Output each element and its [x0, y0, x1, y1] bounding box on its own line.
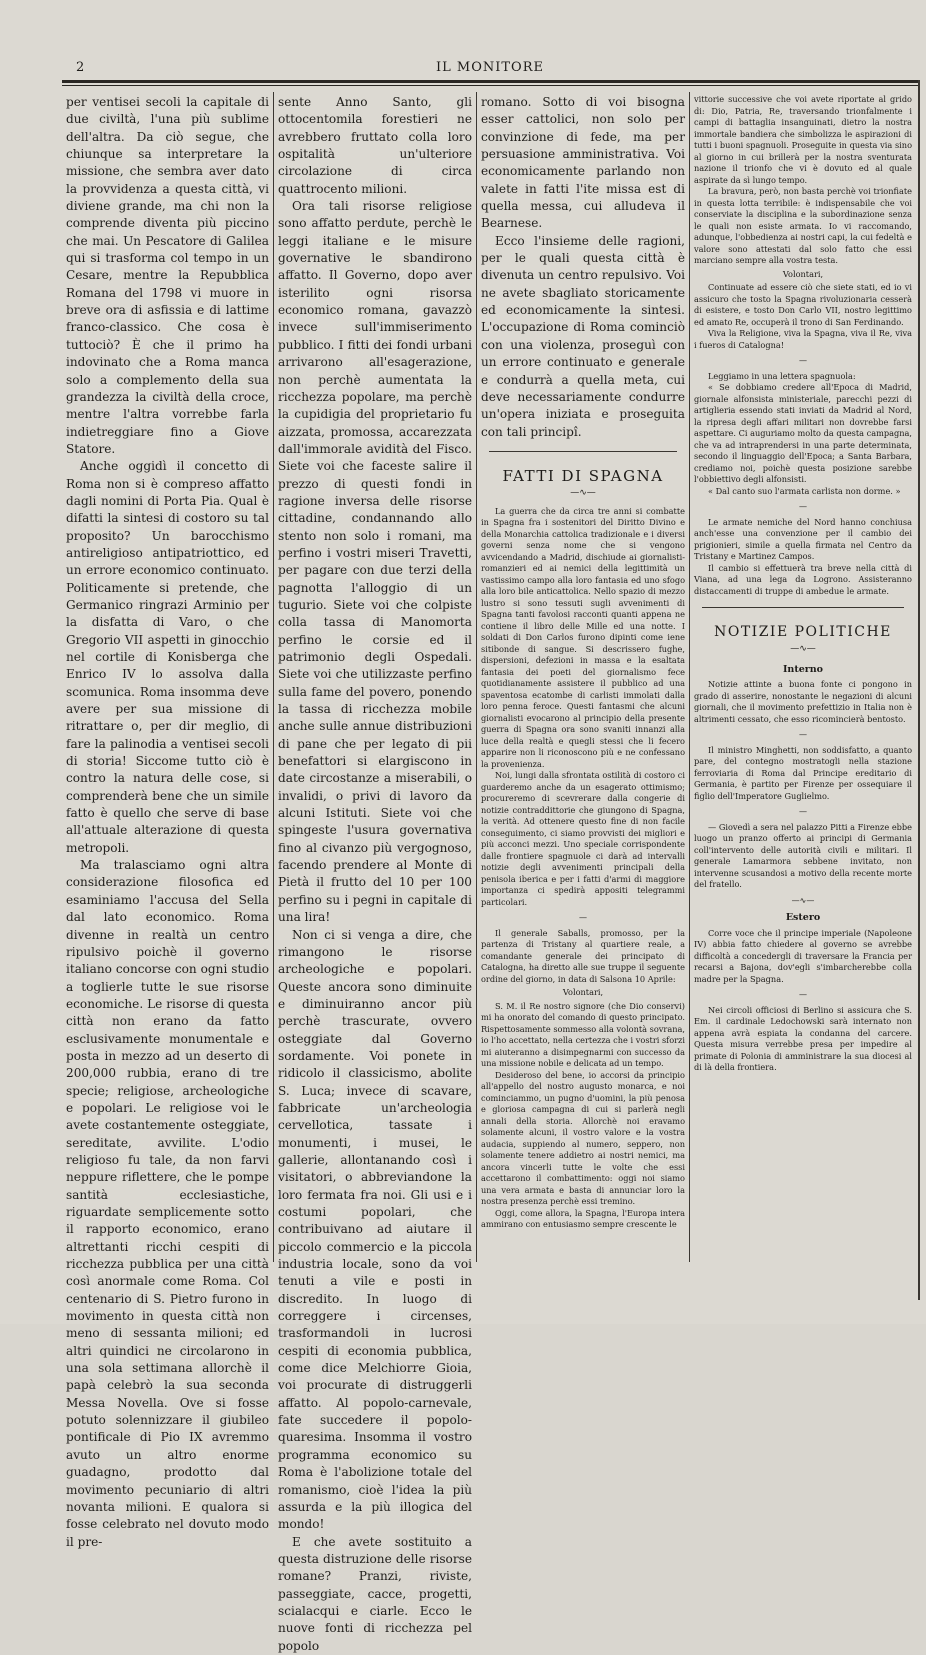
paragraph: « Se dobbiamo credere all'Epoca di Madrid, giornale alfonsista ministeriale, parecchi pezzi di artiglieria essendo stati inviati da Madrid al Nord, la ripresa degli affari militari non dovrebbe farsi aspettare. Ci auguriamo molto da questa campagna, che va ad intraprendersi in una parte determinata, secondo il linguaggio dell'Epoca; a Santa Barbara, crediamo noi, poichè questa posizione sarebbe l'obbiettivo degli alfonsisti.: [694, 382, 913, 484]
article-column-3: [481, 94, 685, 1260]
paragraph: Oggi, come allora, la Spagna, l'Europa intera ammirano con entusiasmo sempre crescente le: [481, 1207, 685, 1230]
paragraph: Corre voce che il principe imperiale (Napoleone IV) abbia fatto chiedere al governo se avrebbe difficoltà a concedergli di traversare la Francia per recarsi a Bajona, dov'egli s'imbarcherebbe colla madre per la Spagna.: [694, 927, 912, 984]
header-rule-thin: [62, 85, 918, 86]
paragraph: Viva la Religione, viva la Spagna, viva il Re, viva i fueros di Catalogna!: [694, 328, 912, 350]
subsection-interno: Interno: [782, 663, 824, 675]
paragraph: per ventisei secoli la capitale di due civiltà, l'una più sublime dell'altra. Da ciò segue, che chiunque sa interpretare la missione, che sembra aver dato la provvidenza a questa città, vi diviene grande, ma chi non la comprende diventa più piccino che mai. Un Pescatore di Galilea qui si trasforma col tempo in un Cesare, mentre la Repubblica Romana del 1798 vi muore in breve ora di asfissia e di lattime franco-classico. Che cosa è tuttociò? È che il primo ha indovinato che a Roma manca solo a complemento della sua grandezza la civiltà della croce, mentre l'altra vorrebbe farla indietreggiare fino a Giove Statore.: [66, 95, 269, 456]
paragraph: Desideroso del bene, io accorsi da principio all'appello del nostro augusto monarca, e noi cominciammo, un pugno d'uomini, la più penosa e gloriosa campagna di cui si parlerà negli annali della storia. Allorchè noi eravamo solamente alcuni, il vostro valore e la vostra audacia, suppiendo al numero, seppero, non solamente tenere addietro ai nostri nemici, ma ancora vincerli tutte le volte che essi accettarono il combattimento: oggi noi siamo una vera armata e basta di annunciar loro la nostra presenza perchè essi tremino.: [481, 1069, 685, 1207]
proclamation-heading: Volontari,: [562, 987, 604, 998]
separator-ornament: —∿—: [791, 895, 815, 905]
paragraph: La guerra che da circa tre anni si combatte in Spagna fra i sostenitori del Diritto Divino e della Monarchia cattolica tradizionale e i diversi governi senza nome che si vengono avvicendando a Madrid, dischiude ai giornalisti-romanzieri ed ai nemici della legittimità un vastissimo campo alla loro fantasia ed uno sfogo alla loro bile anticattolica. Nello spazio di mezzo lustro si sono tessuti sugli avvenimenti di Spagna tanti favolosi racconti quanti appena ne contiene il libro delle Mille ed una notte. I soldati di Don Carlos furono dipinti come iene sitibonde di sangue. Si descrissero fughe, dispersioni, defezioni in massa e la esaltata fantasia dei poeti del giornalismo fece quotidianamente assistere il pubblico ad una spaventosa ecatombe di carlisti immolati dalla loro penna feroce. Questi fantasmi che alcuni giornalisti evocarono al principio della presente guerra di Spagna ora sono svaniti innanzi alla luce della realtà e quegli stessi che li fecero apparire non li riconoscono più e ne confessano la provenienza.: [481, 505, 685, 769]
paragraph: Notizie attinte a buona fonte ci pongono in grado di asserire, nonostante le negazioni di alcuni giornali, che il movimento prefettizio in Italia non è altrimenti cessato, che esso ricomincierà bentosto.: [694, 679, 912, 724]
column-rule: [273, 92, 274, 1262]
paragraph: Le armate nemiche del Nord hanno conchiusa anch'esse una convenzione per il cambio dei prigionieri, simile a quella firmata nel Centro da Tristany e Martinez Campos.: [694, 516, 912, 561]
paragraph: S. M. il Re nostro signore (che Dio conservi) mi ha onorato del comando di questo principato. Rispettosamente sommesso alla volontà sovrana, io l'ho accettato, nella certezza che i vostri sforzi mi aiuteranno a disimpegnarmi con successo da una missione nobile e delicata ad un tempo.: [481, 1000, 685, 1069]
article-column-1: [66, 94, 269, 1549]
paragraph: Nei circoli officiosi di Berlino si assicura che S. Em. il cardinale Ledochowski sarà internato non appena avrà espiata la condanna del carcere. Questa misura verrebbe presa per impedire al primate di Polonia di amministrare la sua diocesi al di là della frontiera.: [694, 1004, 912, 1072]
page-right-border: [918, 80, 920, 1300]
paragraph: Il ministro Minghetti, non soddisfatto, a quanto pare, del contegno mostratogli nella stazione ferroviaria di Roma dal Principe ereditario di Germania, è partito per Firenze per ossequiare il figlio dell'Imperatore Guglielmo.: [694, 744, 912, 801]
column-rule: [689, 92, 690, 1262]
paragraph: Continuate ad essere ciò che siete stati, ed io vi assicuro che tosto la Spagna rivoluzionaria cesserà di esistere, e tosto Don Carlo VII, nostro legittimo ed amato Re, occuperà il trono di San Ferdinando.: [694, 282, 912, 327]
article-column-2: [278, 94, 472, 1653]
separator-dash: —: [579, 913, 587, 923]
proclamation-heading: Volontari,: [782, 268, 824, 279]
section-divider: [489, 451, 677, 452]
article-column-4: [694, 94, 912, 1260]
section-ornament: —∿—: [790, 644, 816, 654]
header-rule-thick: [62, 80, 918, 83]
paragraph: Il cambio si effettuerà tra breve nella città di Viana, ad una lega da Logrono. Assisteranno distaccamenti di truppe di ambedue le armate.: [694, 562, 912, 596]
paragraph: E che avete sostituito a questa distruzione delle risorse romane? Pranzi, riviste, passeggiate, cacce, progetti, scialacqui e ciarle. Ecco le nuove fonti di ricchezza pel popolo: [278, 1534, 472, 1653]
paragraph: sente Anno Santo, gli ottocentomila forestieri ne avrebbero fruttato colla loro ospitalità un'ulteriore circolazione di circa quattrocento milioni.: [278, 95, 472, 196]
separator-dash: —: [799, 502, 807, 511]
paragraph: vittorie successive che voi avete riportate al grido di: Dio, Patria, Re, traversando trionfalmente i campi di battaglia insanguinati, dietro la nostra immortale bandiera che simbolizza le aspirazioni di tutti i buoni spagnuoli. Proseguite in questa via sino al giorno in cui brillerà per la nostra sventurata nazione il trionfo che vi è dovuto ed al quale aspirate da sì lungo tempo.: [694, 94, 912, 185]
subsection-estero: Estero: [785, 912, 821, 923]
column-rule: [476, 92, 477, 1262]
separator-dash: —: [799, 807, 807, 816]
paragraph: Ma tralasciamo ogni altra considerazione filosofica ed esaminiamo l'accusa del Sella dal lato economico. Roma divenne in realtà un centro ripulsivo poichè il governo italiano concorse con ogni studio a toglierle tutte le sue risorse economiche. Le risorse di questa città non erano da fatto esclusivamente monumentale e posta in mezzo ad un deserto di 200,000 rubbia, erano di tre specie; religiose, archeologiche e popolari. Le religiose voi le avete costantemente osteggiate, sereditate, avvilite. L'odio religioso fu tale, da non farvi neppure riflettere, che le pompe santità ecclesiastiche, riguardate semplicemente sotto il rapporto economico, erano altrettanti ricchi cespiti di ricchezza pubblica per una città così anormale come Roma. Col centenario di S. Pietro furono in movimento in questa città non meno di sessanta milioni; ed altri quindici ne circolarono in una sola settimana allorchè il papà celebrò la sua seconda Messa Novella. Ove si fosse potuto solennizzare il giubileo pontificale di Pio IX avremmo avuto un altro enorme guadagno, prodotto dal movimento pecuniario di altri novanta milioni. E qualora si fosse celebrato nel dovuto modo il pre-: [66, 858, 269, 1549]
separator-dash: —: [799, 730, 807, 739]
paragraph: Ecco l'insieme delle ragioni, per le quali questa città è divenuta un centro repulsivo. Voi ne avete sbagliato storicamente ed economicamente la sintesi. L'occupazione di Roma cominciò con una violenza, proseguì con un errore continuato e generale e condurrà a quella meta, cui deve necessariamente condurre un'opera iniziata e proseguita con tali principî.: [481, 233, 685, 439]
paragraph: Noi, lungi dalla sfrontata ostilità di costoro ci guarderemo anche da un esagerato ottimismo; procureremo di scevrerare dalla congerie di notizie contraddittorie che giungono di Spagna, la verità. Ad ottenere questo fine di non facile conseguimento, ci siamo provvisti dei migliori e più acconci mezzi. Uno speciale corrispondente dalle frontiere spagnuole ci darà ad intervalli notizie degli avvenimenti principali della penisola iberica e per i fatti d'armi di maggiore importanza ci spedirà appositi telegrammi particolari.: [481, 770, 685, 907]
paragraph: Leggiamo in una lettera spagnuola:: [708, 370, 856, 381]
section-title-notizie-politiche: NOTIZIE POLITICHE: [714, 624, 892, 640]
paragraph: — Giovedì a sera nel palazzo Pitti a Firenze ebbe luogo un pranzo offerto ai principi di Germania coll'intervento delle autorità civili e militari. Il generale Lamarmora sebbene invitato, non intervenne scusandosi a motivo della recente morte del fratello.: [694, 821, 912, 889]
page-header: [62, 58, 918, 80]
section-divider: [702, 607, 904, 608]
section-title-fatti-di-spagna: FATTI DI SPAGNA: [502, 466, 664, 485]
paragraph: « Dal canto suo l'armata carlista non dorme. »: [708, 485, 901, 496]
paragraph: La bravura, però, non basta perchè voi trionfiate in questa lotta terribile: è indispensabile che voi conserviate la disciplina e la subordinazione senza le quali non esiste armata. Io vi raccomando, adunque, l'obbedienza ai nostri capi, la cui fedeltà e valore sono attestati dal solo fatto che essi marciano sempre alla vostra testa.: [694, 186, 912, 265]
paragraph: Non ci si venga a dire, che rimangono le risorse archeologiche e popolari. Queste ancora sono diminuite e diminuiranno ancor più perchè trascurate, ovvero osteggiate dal Governo sordamente. Voi ponete in ridicolo il classicismo, abolite S. Luca; invece di scavare, fabbricate un'archeologia cervellotica, tassate i monumenti, i musei, le gallerie, allontanando così i visitatori, o abbreviandone la loro fermata fra noi. Gli usi e i costumi popolari, che contribuivano ad aiutare il piccolo commercio e la piccola industria locale, sono da voi tenuti a vile e posti in discredito. In luogo di correggere i circenses, trasformandoli in lucrosi cespiti di economia pubblica, come dice Melchiorre Gioia, voi procurate di distruggerli affatto. Al popolo-carnevale, fate succedere il popolo-quaresima. Insomma il vostro programma economico su Roma è l'abolizione totale del romanismo, cioè l'idea la più assurda e la più illogica del mondo!: [278, 927, 472, 1532]
section-ornament: —∿—: [570, 487, 596, 498]
masthead: IL MONITORE: [436, 60, 544, 75]
paragraph: Ora tali risorse religiose sono affatto perdute, perchè le leggi italiane e le misure governative le sbandirono affatto. Il Governo, dopo aver isterilito ogni risorsa economico romana, gavazzò invece sull'immiserimento pubblico. I fitti dei fondi urbani arrivarono all'esagerazione, non perchè aumentata la ricchezza popolare, ma perchè la cupidigia del proprietario fu aizzata, promossa, accarezzata dall'immorale avidità del Fisco. Siete voi che faceste salire il prezzo di questi fondi in ragione inversa delle risorse cittadine, condannando allo stento non solo i romani, ma perfino i vostri miseri Travetti, per pagare con due terzi della pagnotta l'alloggio di un tugurio. Siete voi che colpiste colla tassa di Manomorta perfino le corsie ed il patrimonio degli Ospedali. Siete voi che utilizzaste perfino sulla fame del povero, ponendo la tassa di ricchezza mobile anche sulle annue distribuzioni di pane che per legato di pii benefattori si elargiscono in date circostanze a miserabili, o invalidi, o privi di lavoro da alcuni Istituti. Siete voi che spingeste l'usura governativa fino al civanzo più vergognoso, facendo prendere al Monte di Pietà il frutto del 10 per 100 perfino su i pegni in capitale di una lira!: [278, 199, 472, 925]
paragraph: romano. Sotto di voi bisogna esser cattolici, non solo per convinzione di fede, ma per persuasione amministrativa. Voi economicamente parlando non valete in fatti l'ite missa est di quella messa, cui alludeva il Bearnese.: [481, 95, 685, 231]
separator-dash: —: [799, 990, 807, 999]
paragraph: Il generale Saballs, promosso, per la partenza di Tristany al quartiere reale, a comandante generale dei principato di Catalogna, ha diretto alle sue truppe il seguente ordine del giorno, in data di Salsona 10 Aprile:: [481, 927, 685, 984]
paragraph: Anche oggidì il concetto di Roma non si è compreso affatto dagli nomini di Porta Pia. Qual è difatti la sintesi di costoro su tal proposito? Un barocchismo antireligioso antipatriottico, ed un errore economico continuato. Politicamente si pretende, che Germanico ringrazi Arminio per la disfatta di Varo, o che Gregorio VII aspetti in ginocchio nel cortile di Konisberga che Enrico IV lo assolva dalla scomunica. Roma insomma deve avere per sua missione di ritrattare o, per dir meglio, di fare la palinodia a ventisei secoli di storia! Siccome tutto ciò è contro la natura delle cose, si comprenderà bene che un simile fatto è quello che serve di base all'attuale alterazione di questa metropoli.: [66, 459, 269, 855]
separator-dash: —: [799, 356, 807, 365]
page-number: 2: [76, 60, 85, 75]
